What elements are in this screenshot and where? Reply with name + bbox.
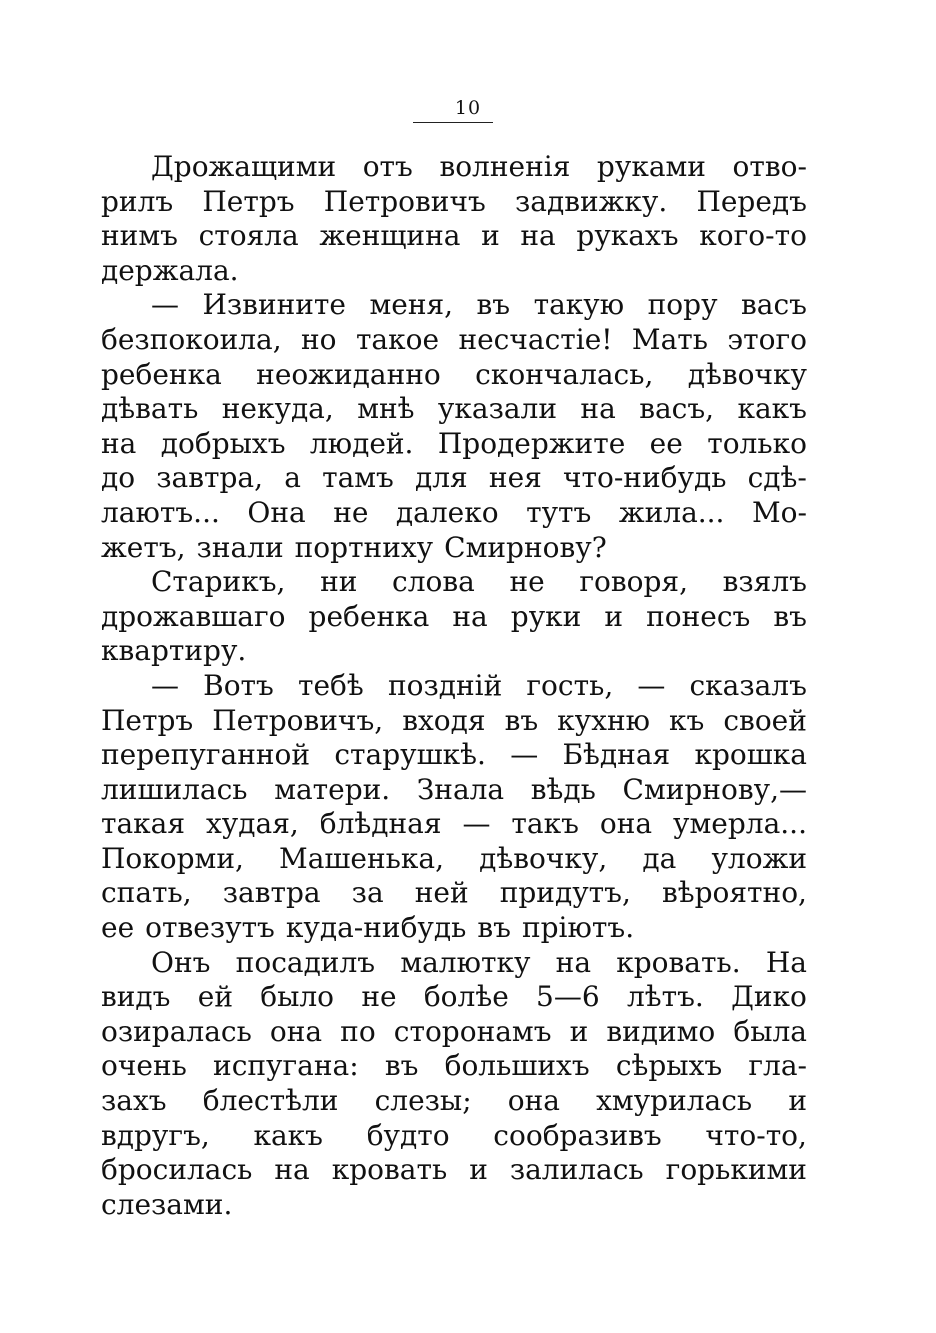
word: нимъ: [101, 219, 178, 253]
word: ребенка: [308, 599, 430, 633]
word: какъ: [253, 1118, 323, 1152]
word: отъ: [362, 150, 413, 183]
word: добрыхъ: [160, 426, 286, 460]
word: женщина: [319, 219, 461, 253]
word: будто: [366, 1118, 450, 1152]
text-line: [101, 1015, 807, 1050]
word: было: [260, 980, 335, 1014]
word: своей: [723, 703, 807, 737]
word: скончалась,: [475, 357, 654, 391]
text-line: [101, 219, 807, 254]
word: дѣвочку: [687, 357, 807, 391]
word: такую: [533, 288, 625, 322]
word: тамъ: [322, 461, 394, 495]
text-line: [101, 946, 807, 981]
text-line: [101, 496, 807, 531]
page-number: 10: [454, 97, 482, 119]
word: спать,: [101, 876, 192, 910]
text-line: [101, 1188, 807, 1223]
text-line: [101, 358, 807, 393]
text-line: [101, 669, 807, 704]
word: только: [707, 426, 807, 460]
word: Петръ: [202, 184, 295, 218]
word: Петровичъ: [323, 184, 486, 218]
word: Онъ: [151, 945, 211, 979]
word: слезами.: [101, 1187, 233, 1221]
word: для: [415, 461, 468, 495]
text-line: [101, 1049, 807, 1084]
word: большихъ: [444, 1049, 590, 1083]
word: въ: [476, 288, 511, 322]
word: нея: [488, 461, 542, 495]
text-line: [101, 842, 807, 877]
word: и: [569, 1014, 589, 1048]
word: —: [510, 738, 539, 772]
word: ее: [649, 426, 683, 460]
word: —: [637, 668, 666, 702]
word: жетъ,: [101, 530, 186, 564]
word: кого-то: [699, 219, 807, 253]
text-line: [101, 323, 807, 358]
word: пору: [647, 288, 718, 322]
text-line: [101, 807, 807, 842]
text-line: [101, 427, 807, 462]
word: она: [269, 1014, 323, 1048]
word: Передъ: [696, 184, 807, 218]
word: Вотъ: [203, 668, 274, 702]
word: квартиру.: [101, 634, 247, 668]
word: на: [101, 426, 137, 460]
word: она: [507, 1084, 560, 1118]
word: волненія: [439, 150, 571, 183]
word: сообразивъ: [493, 1118, 662, 1152]
text-line: [101, 288, 807, 323]
word: очень: [101, 1049, 187, 1083]
word: блестѣли: [202, 1084, 339, 1118]
word: тебѣ: [298, 668, 364, 702]
word: —: [151, 668, 179, 702]
word: васъ,: [639, 392, 715, 426]
word: несчастіе!: [458, 322, 613, 356]
word: задвижку.: [514, 184, 668, 218]
word: Дрожащими: [151, 150, 337, 183]
word: тутъ: [526, 495, 592, 529]
word: гла-: [748, 1049, 807, 1083]
word: болѣе: [423, 980, 509, 1014]
word: вѣроятно,: [661, 876, 807, 910]
word: видимо: [606, 1014, 716, 1048]
word: за: [351, 876, 384, 910]
word: захъ: [101, 1084, 167, 1118]
word: Извините: [202, 288, 346, 322]
word: Бѣдная: [562, 738, 671, 772]
word: Знала: [416, 772, 505, 806]
word: на: [520, 219, 556, 253]
word: говоря,: [579, 565, 688, 599]
page-header: [0, 96, 936, 120]
word: держала.: [101, 253, 239, 287]
word: гость,: [526, 668, 614, 702]
word: этого: [727, 322, 807, 356]
word: поздній: [387, 668, 503, 702]
word: умерла...: [673, 807, 807, 841]
word: придутъ,: [499, 876, 631, 910]
word: къ: [669, 703, 705, 737]
word: не: [509, 565, 545, 599]
word: кухню: [557, 703, 650, 737]
word: вѣдь: [530, 772, 596, 806]
word: что-то,: [705, 1118, 807, 1152]
word: видъ: [101, 980, 171, 1014]
word: лѣтъ.: [626, 980, 704, 1014]
word: Смирнову?: [444, 530, 607, 564]
text-line: [101, 150, 807, 185]
word: отвезутъ: [145, 911, 275, 945]
word: вдругъ,: [101, 1118, 210, 1152]
word: а: [284, 461, 301, 495]
text-line: [101, 876, 807, 911]
word: бросилась: [101, 1153, 253, 1187]
word: сѣрыхъ: [615, 1049, 723, 1083]
text-line: [101, 565, 807, 600]
word: васъ: [741, 288, 807, 322]
text-line: [101, 461, 807, 496]
text-line: [101, 738, 807, 773]
word: На: [765, 945, 807, 979]
body-text: [101, 150, 807, 1222]
word: блѣдная: [319, 807, 442, 841]
word: кровать.: [616, 945, 741, 979]
word: портниху: [294, 530, 434, 564]
word: по: [340, 1014, 376, 1048]
word: на: [555, 945, 592, 979]
word: что-нибудь: [562, 461, 727, 495]
word: худая,: [206, 807, 299, 841]
header-rule: [413, 122, 493, 123]
word: Покорми,: [101, 841, 244, 875]
word: и: [604, 599, 624, 633]
word: Петръ: [101, 703, 194, 737]
word: понесъ: [646, 599, 751, 633]
word: хмурилась: [596, 1084, 753, 1118]
word: въ: [477, 911, 511, 945]
text-line: [101, 911, 807, 946]
word: ее: [101, 911, 135, 945]
word: руками: [596, 150, 706, 183]
word: на: [580, 392, 616, 426]
word: Машенька,: [279, 841, 444, 875]
word: кровать: [331, 1153, 448, 1187]
text-line: [101, 254, 807, 289]
word: жила...: [618, 495, 725, 529]
word: перепуганной: [101, 738, 311, 772]
word: старушкѣ.: [334, 738, 486, 772]
word: меня,: [369, 288, 454, 322]
word: горькими: [665, 1153, 807, 1187]
word: ней: [414, 876, 469, 910]
word: руки: [510, 599, 582, 633]
word: мнѣ: [357, 392, 415, 426]
text-line: [101, 392, 807, 427]
word: она: [599, 807, 653, 841]
text-line: [101, 531, 807, 566]
word: сдѣ-: [747, 461, 807, 495]
word: завтра,: [156, 461, 264, 495]
word: лишилась: [101, 772, 248, 806]
word: людей.: [309, 426, 414, 460]
word: уложи: [711, 841, 807, 875]
text-line: [101, 980, 807, 1015]
text-line: [101, 1153, 807, 1188]
word: такъ: [511, 807, 579, 841]
word: Мать: [631, 322, 709, 356]
word: некуда,: [221, 392, 334, 426]
word: и: [469, 1153, 488, 1187]
word: не: [333, 495, 369, 529]
word: испугана:: [213, 1049, 359, 1083]
text-line: [101, 704, 807, 739]
word: и: [481, 219, 500, 253]
word: такая: [101, 807, 186, 841]
word: въ: [504, 703, 539, 737]
word: дрожавшаго: [101, 599, 286, 633]
word: на: [452, 599, 488, 633]
word: завтра: [222, 876, 321, 910]
word: дѣвочку,: [479, 841, 608, 875]
word: слова: [392, 565, 475, 599]
word: —: [151, 288, 179, 322]
word: безпокоила,: [101, 322, 282, 356]
word: Она: [247, 495, 306, 529]
word: ребенка: [101, 357, 222, 391]
word: озиралась: [101, 1014, 252, 1048]
word: Смирнову,—: [622, 772, 807, 806]
word: лаютъ...: [101, 495, 220, 529]
word: рукахъ: [576, 219, 679, 253]
word: дѣвать: [101, 392, 199, 426]
word: въ: [384, 1049, 419, 1083]
word: —: [462, 807, 491, 841]
word: до: [101, 461, 136, 495]
word: Продержите: [437, 426, 626, 460]
word: матери.: [274, 772, 391, 806]
word: Дико: [731, 980, 807, 1014]
word: 5—6: [536, 980, 600, 1014]
word: отво-: [732, 150, 807, 183]
word: ей: [197, 980, 233, 1014]
word: Мо-: [751, 495, 807, 529]
text-line: [101, 773, 807, 808]
word: входя: [402, 703, 486, 737]
word: крошка: [694, 738, 807, 772]
word: сказалъ: [689, 668, 807, 702]
word: куда-нибудь: [285, 911, 467, 945]
word: стояла: [198, 219, 299, 253]
word: неожиданно: [256, 357, 441, 391]
word: слезы;: [374, 1084, 472, 1118]
word: рилъ: [101, 184, 174, 218]
word: знали: [196, 530, 284, 564]
word: указали: [437, 392, 558, 426]
word: и: [788, 1084, 807, 1118]
word: далеко: [395, 495, 499, 529]
word: сторонамъ: [393, 1014, 552, 1048]
text-line: [101, 634, 807, 669]
word: да: [642, 841, 677, 875]
text-line: [101, 1119, 807, 1154]
word: малютку: [400, 945, 531, 979]
word: но: [301, 322, 337, 356]
text-line: [101, 1084, 807, 1119]
word: посадилъ: [235, 945, 376, 979]
word: на: [274, 1153, 310, 1187]
word: не: [361, 980, 397, 1014]
word: Петровичъ,: [212, 703, 384, 737]
word: въ: [773, 599, 807, 633]
word: была: [733, 1014, 807, 1048]
word: пріютъ.: [521, 911, 635, 945]
text-line: [101, 600, 807, 635]
word: залилась: [509, 1153, 644, 1187]
word: взялъ: [722, 565, 807, 599]
word: Старикъ,: [151, 565, 286, 599]
text-line: [101, 185, 807, 220]
word: такое: [355, 322, 440, 356]
word: ни: [320, 565, 358, 599]
word: какъ: [737, 392, 807, 426]
